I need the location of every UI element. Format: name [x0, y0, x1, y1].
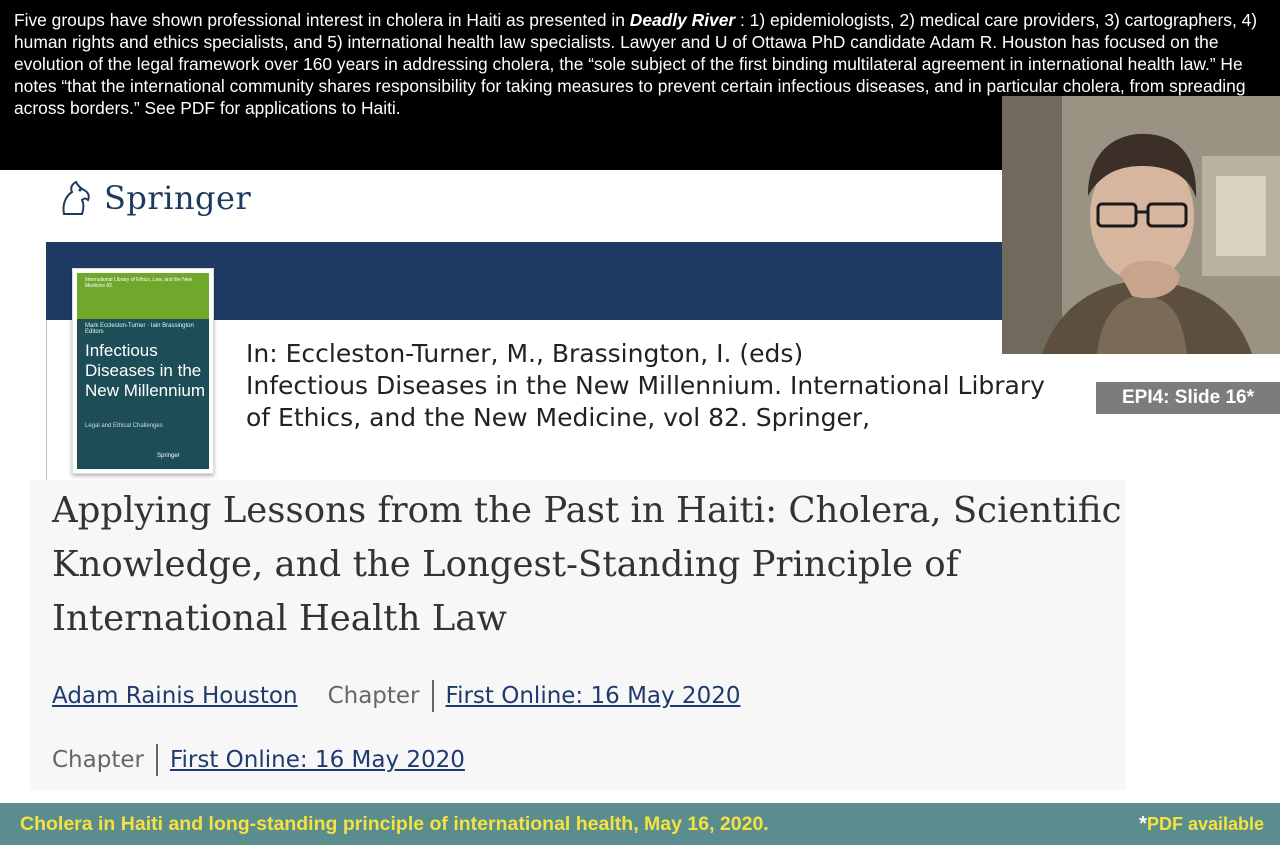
author-photo-illustration [1002, 96, 1280, 354]
chapter-title: Applying Lessons from the Past in Haiti: Cholera, Scientific Knowledge, and the Longest-Standing Principle of International Health Law [52, 490, 1122, 639]
citation-line-1: In: Eccleston-Turner, M., Brassington, I. (eds) [246, 339, 804, 368]
footer-caption: Cholera in Haiti and long-standing principle of international health, May 16, 2020. [20, 813, 769, 835]
first-online-link[interactable]: First Online: 16 May 2020 [445, 683, 741, 709]
meta-separator-2 [156, 744, 158, 776]
chapter-type-label: Chapter [327, 683, 420, 709]
book-cover[interactable] [72, 268, 214, 474]
springer-horse-icon [56, 178, 96, 218]
intro-book-name: Deadly River [629, 10, 736, 30]
intro-text-part2: : 1) epidemiologists, 2) medical care providers, 3) cartographers, 4) human rights and ethics specialists, and 5) international health law specialists. Lawyer and U of Ottawa PhD candidate Adam R. Houston has focused on the evolution of the legal framework over 160 years in addressing cholera, the “sole subject of the first binding multilateral agreement in international health law.” He notes “that the international community shares responsibility for taking measures to prevent certain infectious diseases, and in particular cholera, from spreading across borders.” See PDF for applications to Haiti. [14, 10, 1258, 118]
chapter-meta-row-1 [52, 680, 740, 712]
book-cover-publisher: Springer [157, 453, 180, 459]
intro-text-part1: Five groups have shown professional interest in cholera in Haiti as presented in [14, 10, 630, 30]
chapter-type-label-2: Chapter [52, 747, 144, 773]
book-cover-editors: Mark Eccleston-Turner · Iain Brassington Editors [85, 323, 194, 335]
book-cover-art [77, 273, 209, 469]
book-cover-subtitle: Legal and Ethical Challenges [85, 423, 163, 429]
pdf-available-note [1139, 813, 1264, 836]
footer-bar [0, 803, 1280, 845]
pdf-star: * [1139, 813, 1147, 835]
springer-wordmark: Springer [104, 179, 252, 217]
chapter-meta-row-2 [52, 744, 465, 776]
citation-line-3: of Ethics, and the New Medicine, vol 82. Springer, [246, 403, 871, 432]
first-online-link-2[interactable]: First Online: 16 May 2020 [169, 747, 465, 773]
author-link[interactable]: Adam Rainis Houston [52, 683, 298, 709]
divider-line [46, 320, 47, 480]
meta-separator [432, 680, 434, 712]
book-cover-title: Infectious Diseases in the New Millennium [85, 341, 205, 400]
citation-line-2: Infectious Diseases in the New Millennium. International Library [246, 371, 1045, 400]
springer-logo [56, 178, 251, 218]
pdf-label: PDF available [1146, 814, 1264, 834]
book-citation [246, 338, 1045, 434]
author-photo [1002, 96, 1280, 354]
book-cover-series: International Library of Ethics, Law, and the New Medicine 82 [85, 277, 193, 289]
slide-tag: EPI4: Slide 16* [1096, 382, 1280, 414]
